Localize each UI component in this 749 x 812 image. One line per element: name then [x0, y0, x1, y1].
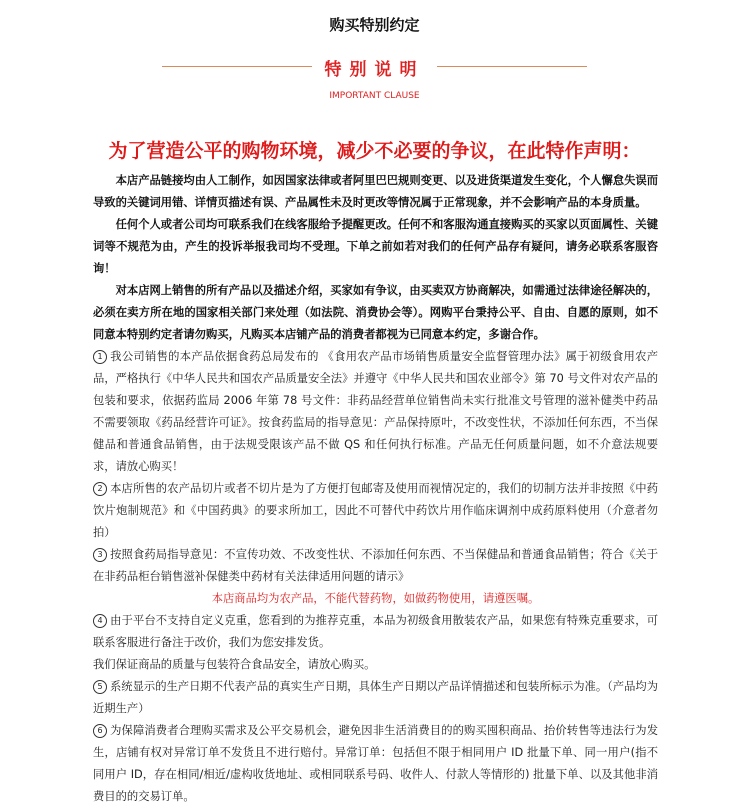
clause-item-1	[93, 346, 658, 478]
clause-item-4	[93, 610, 658, 654]
banner-divider-left	[162, 66, 312, 67]
quality-guarantee: 我们保证商品的质量与包装符合食品安全，请放心购买。	[93, 658, 376, 671]
page-title: 购买特别约定	[329, 16, 420, 34]
clause-number-1: 1	[93, 350, 107, 364]
clause-number-2: 2	[93, 482, 107, 496]
clause-text-4: 由于平台不支持自定义克重，您看到的为推荐克重，本品为初级食用散装农产品，如果您有特殊克重要求，可联系客服进行备注于改价，我们为您安排发货。	[93, 614, 658, 649]
banner-divider-right	[437, 66, 587, 67]
clause-item-3	[93, 544, 658, 588]
declaration-headline: 为了营造公平的购物环境，减少不必要的争议，在此特作声明：	[108, 140, 641, 162]
special-notice-banner	[162, 55, 587, 79]
notice-body	[93, 170, 658, 808]
clause-text-2: 本店所售的农产品切片或者不切片是为了方便打包邮寄及使用而视情况定的，我们的切制方法并非按照《中药饮片炮制规范》和《中国药典》的要求所加工，因此不可替代中药饮片用作临床调剂中成药原料使用（介意者勿拍）	[93, 482, 658, 539]
clause-item-5	[93, 676, 658, 720]
clause-number-6: 6	[93, 724, 107, 738]
clause-item-2	[93, 478, 658, 544]
paragraph-contact-service: 任何个人或者公司均可联系我们在线客服给予提醒更改。任何不和客服沟通直接购买的买家以页面属性、关键词等不规范为由，产生的投诉举报我司均不受理。下单之前如若对我们的任何产品存有疑问，请务必联系客服咨询！	[93, 218, 658, 275]
banner-title: 特别说明	[324, 60, 425, 80]
clause-item-6	[93, 720, 658, 808]
clause-text-1: 我公司销售的本产品依据食药总局发布的 《食用农产品市场销售质量安全监督管理办法》属于初级食用农产品，严格执行《中华人民共和国农产品质量安全法》并遵守《中华人民共和国农业部令》第 70 号文件对农产品的包装和要求，依据药监局 2006 年第 78 号文件：非药品经营单位销售尚未实行批准文号管理的滋补健类中药品不需要领取《药品经营许可证》。按食药监局的指导意见：产品保持原叶，不改变性状，不添加任何东西，不当保健品和普通食品销售，由于法规受限该产品不做 QS 和任何执行标准。产品无任何质量问题，如不介意法规要求，请放心购买！	[93, 350, 658, 473]
medical-warning-note: 本店商品均为农产品，不能代替药物，如做药物使用，请遵医嘱。	[211, 592, 540, 605]
clause-number-5: 5	[93, 680, 107, 694]
paragraph-link-disclaimer: 本店产品链接均由人工制作，如因国家法律或者阿里巴巴规则变更、以及进货渠道发生变化，个人懈怠失误而导致的关键词用错、详情页描述有误、产品属性未及时更改等情况属于正常现象，并不会影响产品的本身质量。	[93, 174, 658, 209]
clause-text-6: 为保障消费者合理购买需求及公平交易机会，避免因非生活消费目的的购买囤积商品、抬价转售等违法行为发生，店铺有权对异常订单不发货且不进行赔付。异常订单：包括但不限于相同用户 ID 批量下单、同一用户(指不同用户 ID，存在相同/相近/虚构收货地址、或相同联系号码、收件人、付款人等情形的) 批量下单、以及其他非消费目的的交易订单。	[93, 724, 658, 803]
clause-number-3: 3	[93, 548, 107, 562]
banner-subtitle: IMPORTANT CLAUSE	[329, 91, 420, 101]
clause-text-3: 按照食药局指导意见：不宣传功效、不改变性状、不添加任何东西、不当保健品和普通食品销售；符合《关于在非药品柜台销售滋补保健类中药材有关法律适用问题的请示》	[93, 548, 658, 583]
clause-number-4: 4	[93, 614, 107, 628]
paragraph-dispute-resolution: 对本店网上销售的所有产品以及描述介绍，买家如有争议，由买卖双方协商解决，如需通过法律途径解决的，必须在卖方所在地的国家相关部门来处理（如法院、消费协会等）。网购平台秉持公平、自由、自愿的原则，如不同意本特别约定者请勿购买，凡购买本店铺产品的消费者都视为已同意本约定，多谢合作。	[93, 284, 658, 341]
clause-text-5: 系统显示的生产日期不代表产品的真实生产日期，具体生产日期以产品详情描述和包装所标示为准。（产品均为近期生产）	[93, 680, 658, 715]
